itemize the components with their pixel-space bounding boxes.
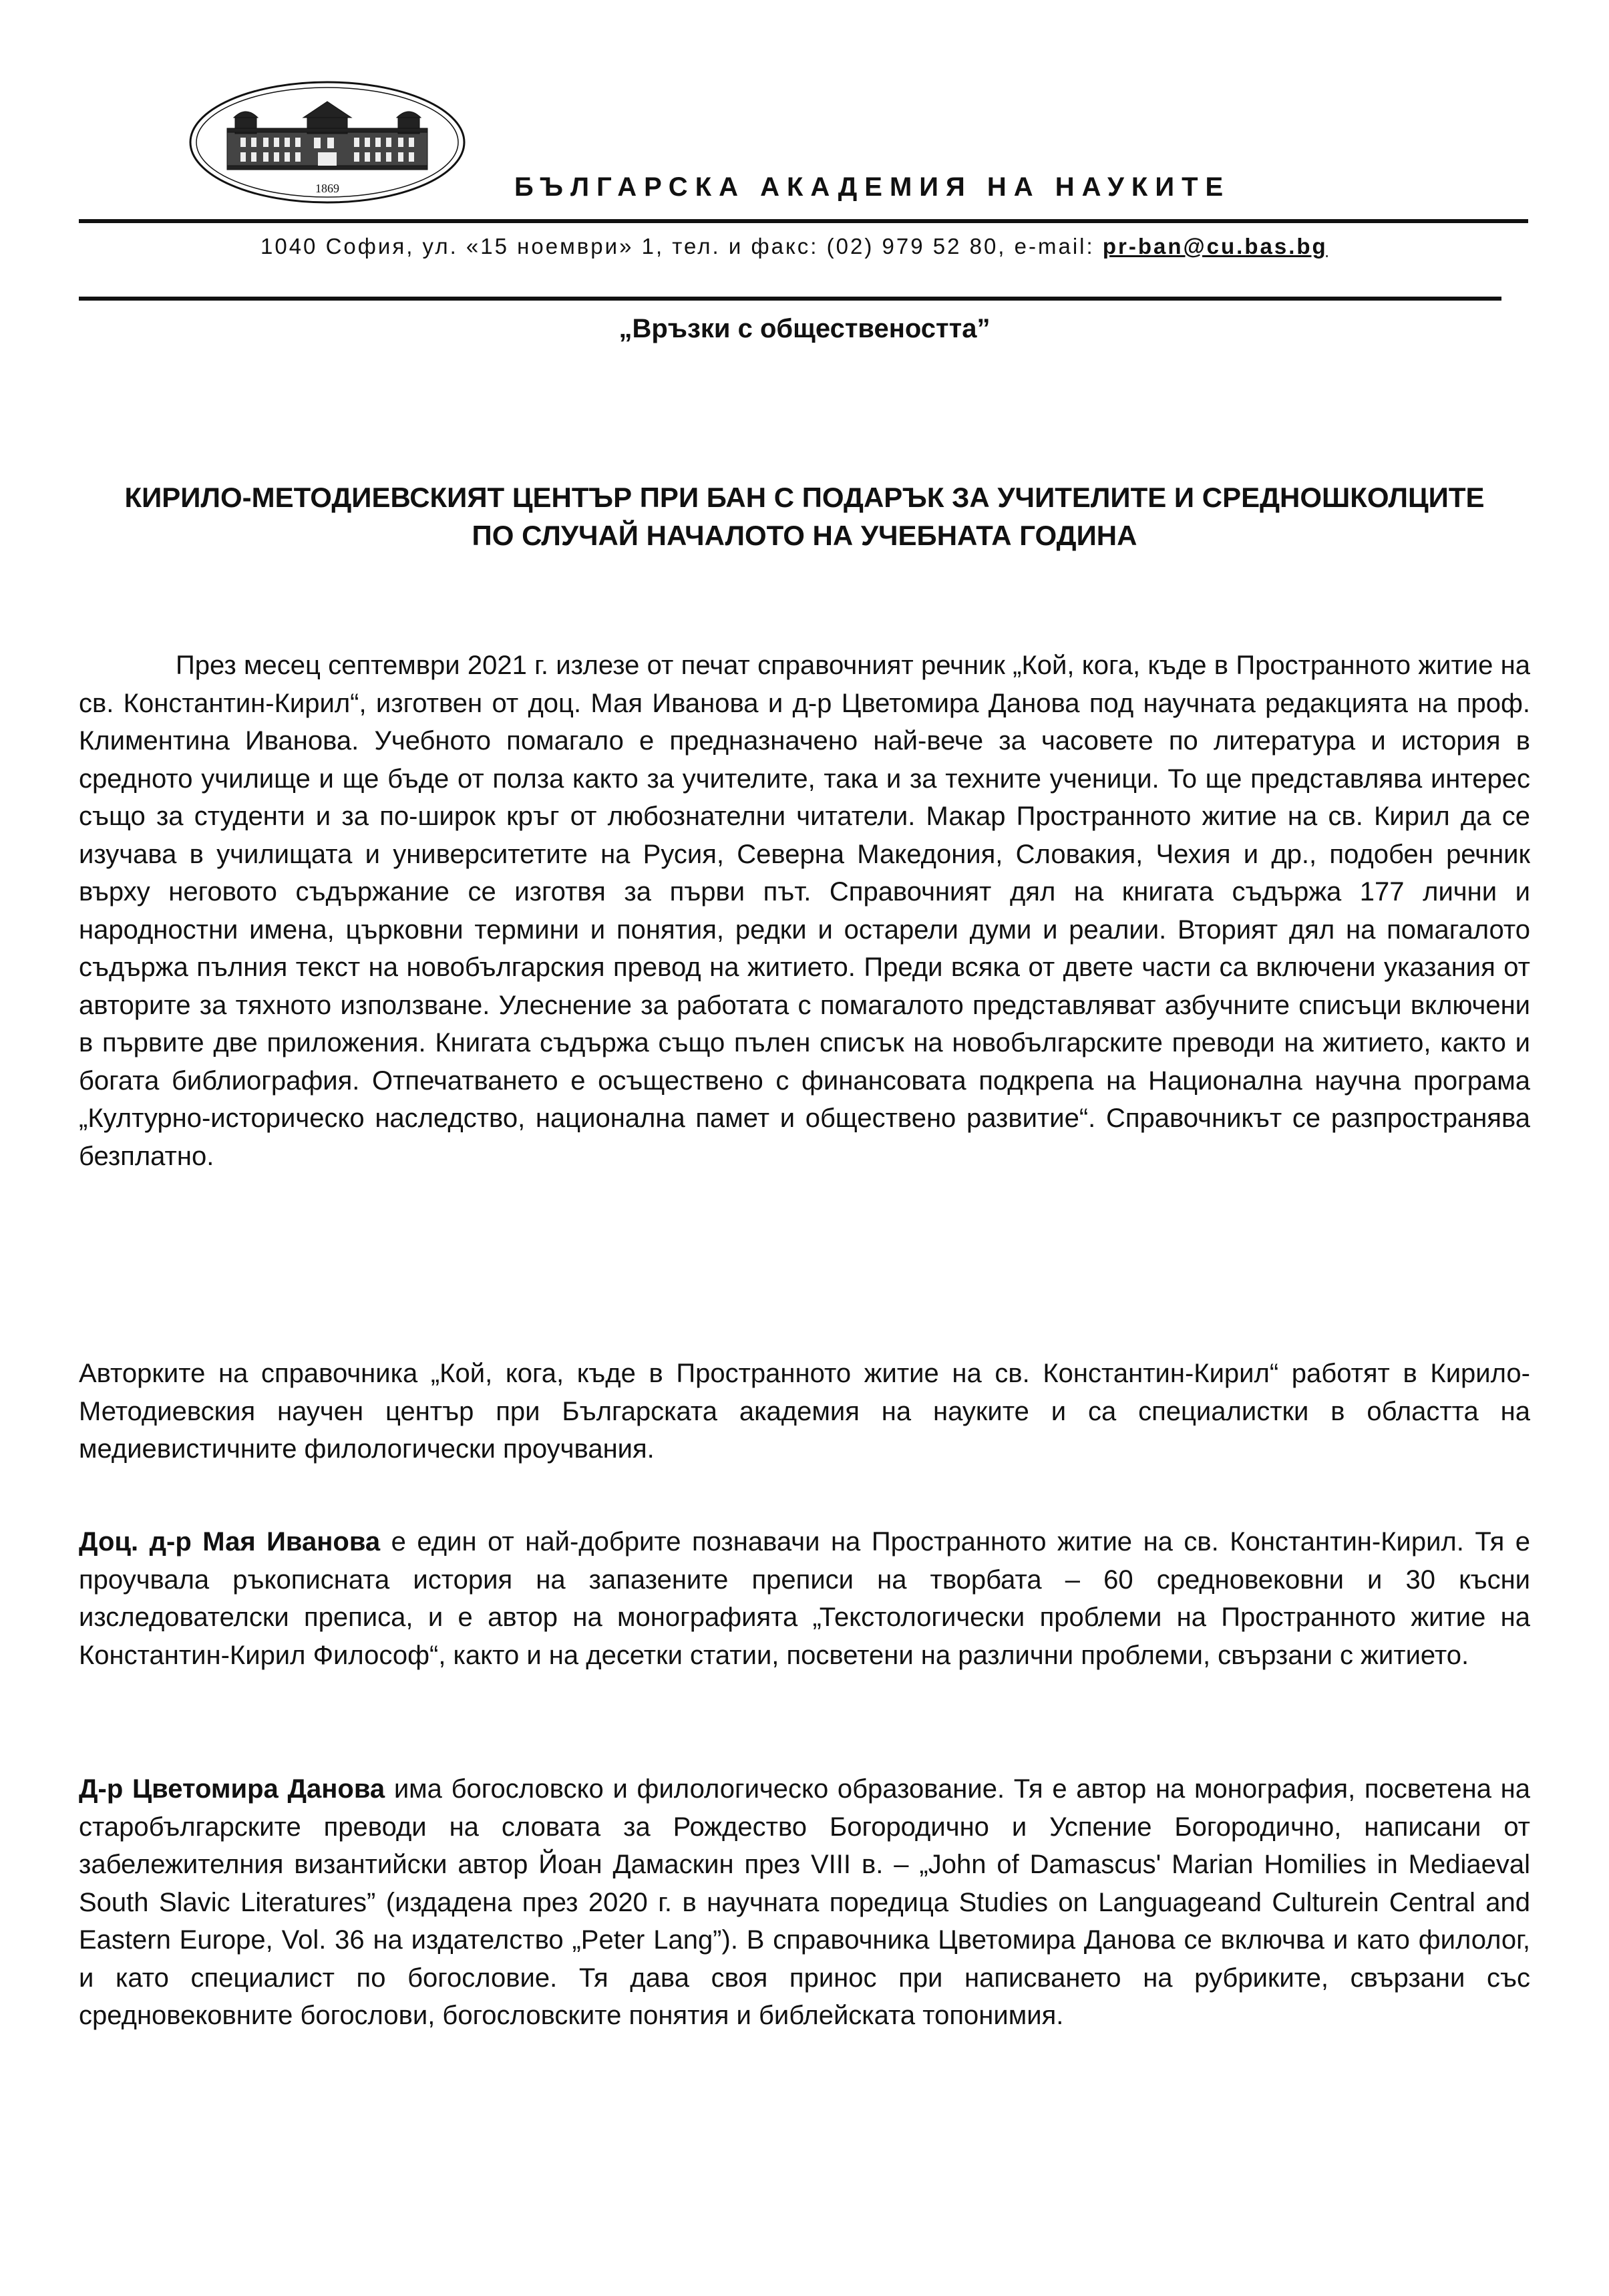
author-name-ivanova: Доц. д-р Мая Иванова: [79, 1527, 381, 1556]
paragraph-1: [79, 647, 1530, 1175]
organization-name: БЪЛГАРСКА АКАДЕМИЯ НА НАУКИТЕ: [514, 172, 1231, 202]
title-line-2: ПО СЛУЧАЙ НАЧАЛОТО НА УЧЕБНАТА ГОДИНА: [472, 520, 1137, 551]
academy-building-logo: [187, 79, 468, 206]
paragraph-1-text: През месец септември 2021 г. излезе от печат справочният речник „Кой, кога, къде в Пространното житие на св. Константин-Кирил“, изготвен от доц. Мая Иванова и д-р Цветомира Данова под научната редакцията на проф. Климентина Иванова. Учебното помагало е предназначено най-вече за часовете по литература и история в средното училище и ще бъде от полза както за учителите, така и за техните ученици. То ще представлява интерес също за студенти и за по-широк кръг от любознателни читатели. Макар Пространното житие на св. Кирил да се изучава в училищата и университетите на Русия, Северна Македония, Словакия, Чехия и др., подобен речник върху неговото съдържание се изготвя за първи път. Справочният дял на книгата съдържа 177 лични и народностни имена, църковни термини и понятия, редки и остарели думи и реалии. Вторият дял на помагалото съдържа пълния текст на новобългарския превод на житието. Преди всяка от двете части са включени указания от авторите за тяхното използване. Улеснение за работата с помагалото представляват азбучните списъци включени в първите две приложения. Книгата съдържа също пълен списък на новобългарските преводи на житието, както и богата библиография. Отпечатването е осъществено с финансовата подкрепа на Национална научна програма „Културно-историческо наследство, национална памет и обществено развитие“. Справочникът се разпространява безплатно.: [79, 651, 1530, 1171]
contact-address: [260, 234, 1328, 259]
department-name: „Връзки с обществеността”: [618, 314, 991, 343]
address-text: 1040 София, ул. «15 ноември» 1, тел. и факс: (02) 979 52 80, e-mail:: [260, 234, 1103, 259]
paragraph-2: Авторките на справочника „Кой, кога, къде в Пространното житие на св. Константин-Кирил“ работят в Кирило-Методиевския научен център при Българската академия на науките и са специалистки в областта на медиевистичните филологически проучвания.: [79, 1359, 1530, 1464]
document-title: [79, 478, 1530, 554]
logo-year: 1869: [315, 182, 339, 195]
author-name-danova: Д-р Цветомира Данова: [79, 1774, 385, 1804]
paragraph-4: [79, 1770, 1530, 2035]
paragraph-4-text: има богословско и филологическо образование. Тя е автор на монография, посветена на старобългарските преводи на словата за Рождество Богородично и Успение Богородично, написани от забележителния византийски автор Йоан Дамаскин през VIII в. – „John of Damascus' Marian Homilies in Mediaeval South Slavic Literatures” (издадена през 2020 г. в научната поредица Studies on Languageand Culturein Central and Eastern Europe, Vol. 36 на издателство „Peter Lang”). В справочника Цветомира Данова се включва и като филолог, и като специалист по богословие. Тя дава своя принос при написването на рубриките, свързани със средновековните богослови, богословските понятия и библейската топонимия.: [79, 1774, 1531, 2030]
header-rule-top: [79, 219, 1528, 223]
email-link[interactable]: pr-ban@cu.bas.bg: [1102, 234, 1328, 259]
paragraph-3: [79, 1523, 1530, 1674]
paragraph-3-text: е един от най-добрите познавачи на Пространното житие на св. Константин-Кирил. Тя е проучвала ръкописната история на запазените преписи на творбата – 60 средновековни и 30 късни изследователски преписа, и е автор на монографията „Текстологически проблеми на Пространното житие на Константин-Кирил Философ“, както и на десетки статии, посветени на различни проблеми, свързани с житието.: [79, 1527, 1530, 1670]
title-line-1: КИРИЛО-МЕТОДИЕВСКИЯТ ЦЕНТЪР ПРИ БАН С ПОДАРЪК ЗА УЧИТЕЛИТЕ И СРЕДНОШКОЛЦИТЕ: [124, 482, 1485, 513]
header-rule-bottom: [79, 297, 1501, 301]
